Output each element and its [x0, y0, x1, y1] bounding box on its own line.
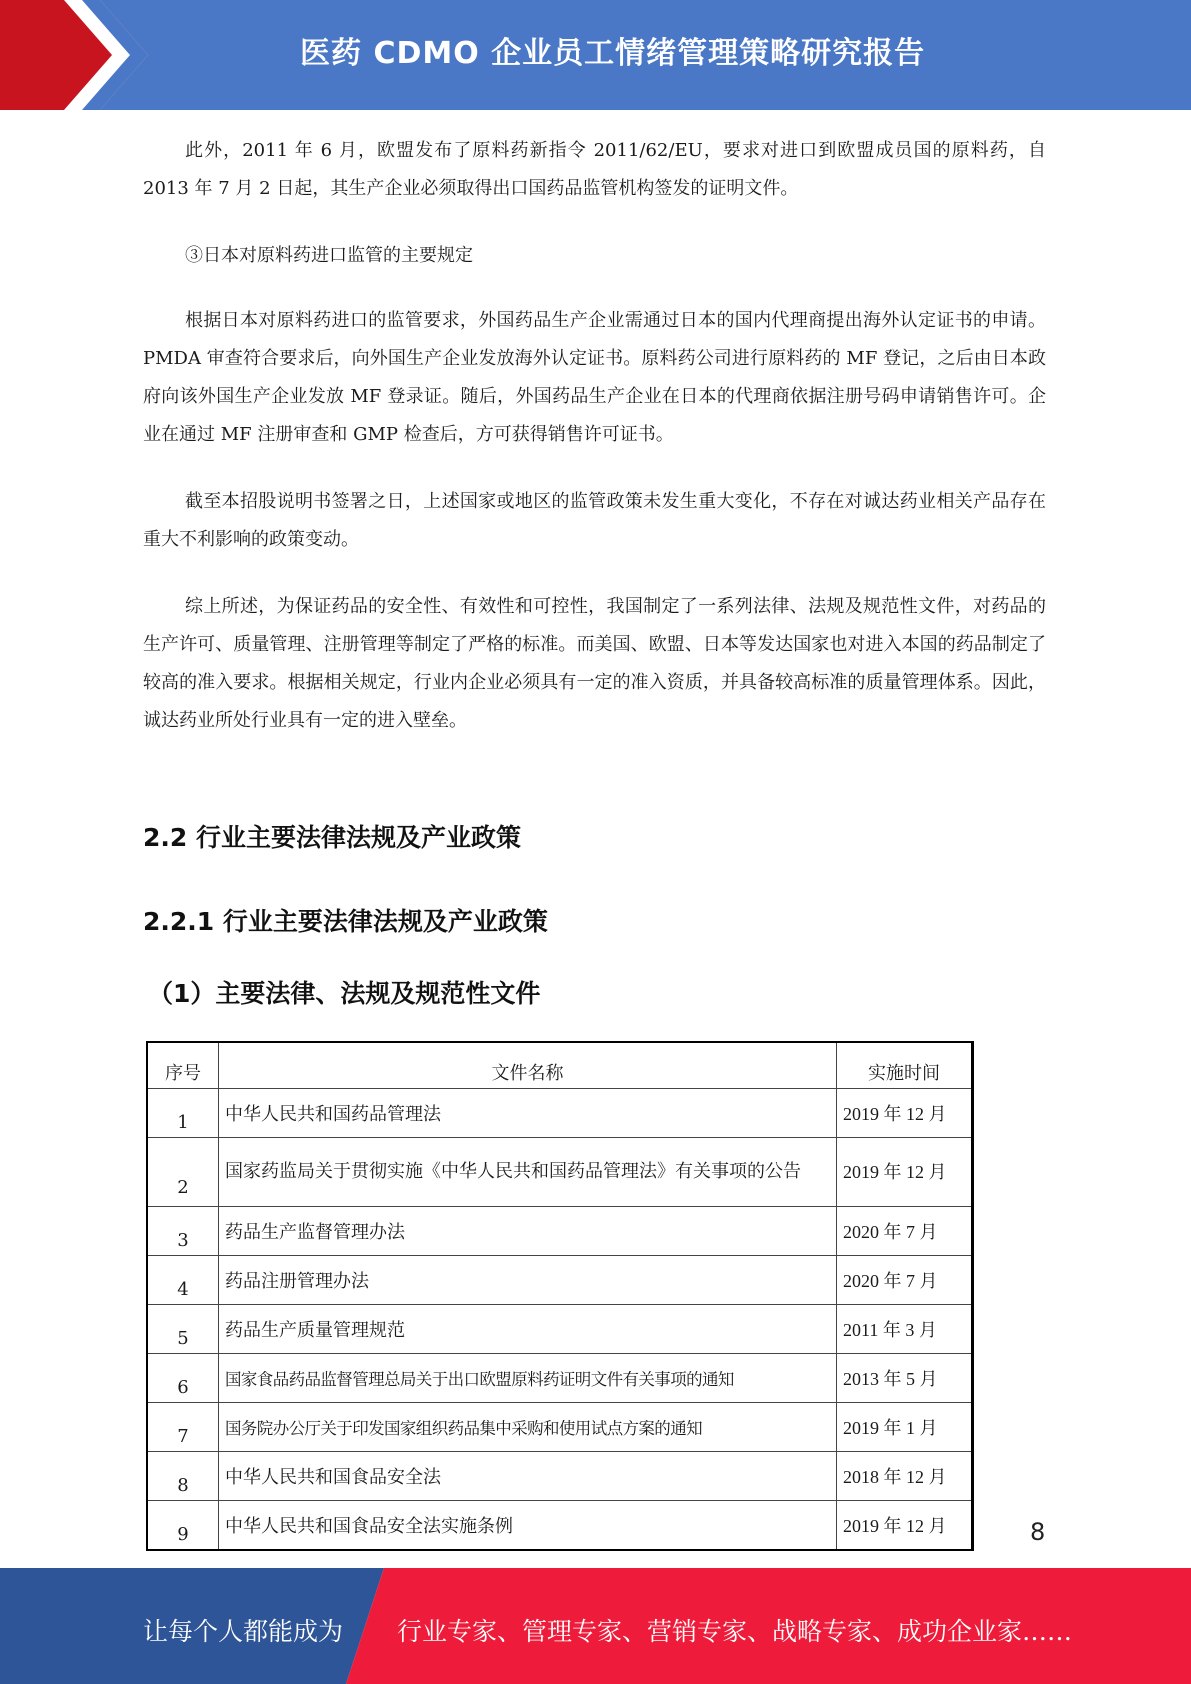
- document-name: 中华人民共和国药品管理法: [219, 1089, 837, 1138]
- table-row: [147, 1354, 973, 1403]
- body-content: [143, 132, 1046, 769]
- page-number: 8: [1030, 1518, 1046, 1546]
- effective-date: 2020 年 7 月: [837, 1256, 973, 1305]
- page-header: [0, 0, 1191, 110]
- row-number: 6: [147, 1354, 219, 1403]
- effective-date: 2019 年 12 月: [837, 1089, 973, 1138]
- document-name: 国家食品药品监督管理总局关于出口欧盟原料药证明文件有关事项的通知: [219, 1354, 837, 1403]
- table-row: [147, 1207, 973, 1256]
- table-header-row: [147, 1042, 973, 1089]
- footer-slogan-right: 行业专家、管理专家、营销专家、战略专家、成功企业家……: [397, 1617, 1073, 1646]
- document-name: 药品生产质量管理规范: [219, 1305, 837, 1354]
- effective-date: 2011 年 3 月: [837, 1305, 973, 1354]
- row-number: 4: [147, 1256, 219, 1305]
- column-header-date: 实施时间: [837, 1042, 973, 1089]
- paragraph-eu-directive: 此外，2011 年 6 月，欧盟发布了原料药新指令 2011/62/EU，要求对进口到欧盟成员国的原料药，自 2013 年 7 月 2 日起，其生产企业必须取得出口国药品监管机构签发的证明文件。: [143, 140, 1046, 199]
- effective-date: 2020 年 7 月: [837, 1207, 973, 1256]
- effective-date: 2018 年 12 月: [837, 1452, 973, 1501]
- table-row: [147, 1305, 973, 1354]
- row-number: 7: [147, 1403, 219, 1452]
- column-header-no: 序号: [147, 1042, 219, 1089]
- section-heading-2-2: 2.2 行业主要法律法规及产业政策: [143, 823, 521, 852]
- document-name: 中华人民共和国食品安全法: [219, 1452, 837, 1501]
- table-row: [147, 1138, 973, 1207]
- row-number: 5: [147, 1305, 219, 1354]
- document-name: 药品注册管理办法: [219, 1256, 837, 1305]
- row-number: 8: [147, 1452, 219, 1501]
- document-name: 国家药监局关于贯彻实施《中华人民共和国药品管理法》有关事项的公告: [219, 1138, 837, 1207]
- footer-slogan-left: 让每个人都能成为: [143, 1617, 344, 1646]
- paragraph-japan-heading: ③日本对原料药进口监管的主要规定: [185, 245, 473, 266]
- paragraph-summary: 综上所述，为保证药品的安全性、有效性和可控性，我国制定了一系列法律、法规及规范性文件，对药品的生产许可、质量管理、注册管理等制定了严格的标准。而美国、欧盟、日本等发达国家也对进入本国的药品制定了较高的准入要求。根据相关规定，行业内企业必须具有一定的准入资质，并具备较高标准的质量管理体系。因此，诚达药业所处行业具有一定的进入壁垒。: [143, 596, 1046, 731]
- effective-date: 2019 年 12 月: [837, 1138, 973, 1207]
- laws-table: [146, 1041, 974, 1551]
- effective-date: 2019 年 12 月: [837, 1501, 973, 1551]
- page-footer: [0, 1568, 1191, 1684]
- report-title: 医药 CDMO 企业员工情绪管理策略研究报告: [300, 36, 926, 71]
- effective-date: 2019 年 1 月: [837, 1403, 973, 1452]
- section-heading-2-2-1: 2.2.1 行业主要法律法规及产业政策: [143, 907, 548, 936]
- table-row: [147, 1089, 973, 1138]
- row-number: 3: [147, 1207, 219, 1256]
- document-name: 国务院办公厅关于印发国家组织药品集中采购和使用试点方案的通知: [219, 1403, 837, 1452]
- effective-date: 2013 年 5 月: [837, 1354, 973, 1403]
- row-number: 9: [147, 1501, 219, 1551]
- document-name: 中华人民共和国食品安全法实施条例: [219, 1501, 837, 1551]
- table-row: [147, 1403, 973, 1452]
- subsection-heading-laws: （1）主要法律、法规及规范性文件: [148, 979, 541, 1008]
- row-number: 2: [147, 1138, 219, 1207]
- table-row: [147, 1256, 973, 1305]
- paragraph-policy-status: 截至本招股说明书签署之日，上述国家或地区的监管政策未发生重大变化，不存在对诚达药业相关产品存在重大不利影响的政策变动。: [143, 491, 1046, 550]
- paragraph-japan-rules: 根据日本对原料药进口的监管要求，外国药品生产企业需通过日本的国内代理商提出海外认定证书的申请。PMDA 审查符合要求后，向外国生产企业发放海外认定证书。原料药公司进行原料药的 MF 登记，之后由日本政府向该外国生产企业发放 MF 登录证。随后，外国药品生产企业在日本的代理商依据注册号码申请销售许可。企业在通过 MF 注册审查和 GMP 检查后，方可获得销售许可证书。: [143, 310, 1046, 445]
- table-row: [147, 1501, 973, 1551]
- row-number: 1: [147, 1089, 219, 1138]
- document-name: 药品生产监督管理办法: [219, 1207, 837, 1256]
- table-row: [147, 1452, 973, 1501]
- column-header-name: 文件名称: [219, 1042, 837, 1089]
